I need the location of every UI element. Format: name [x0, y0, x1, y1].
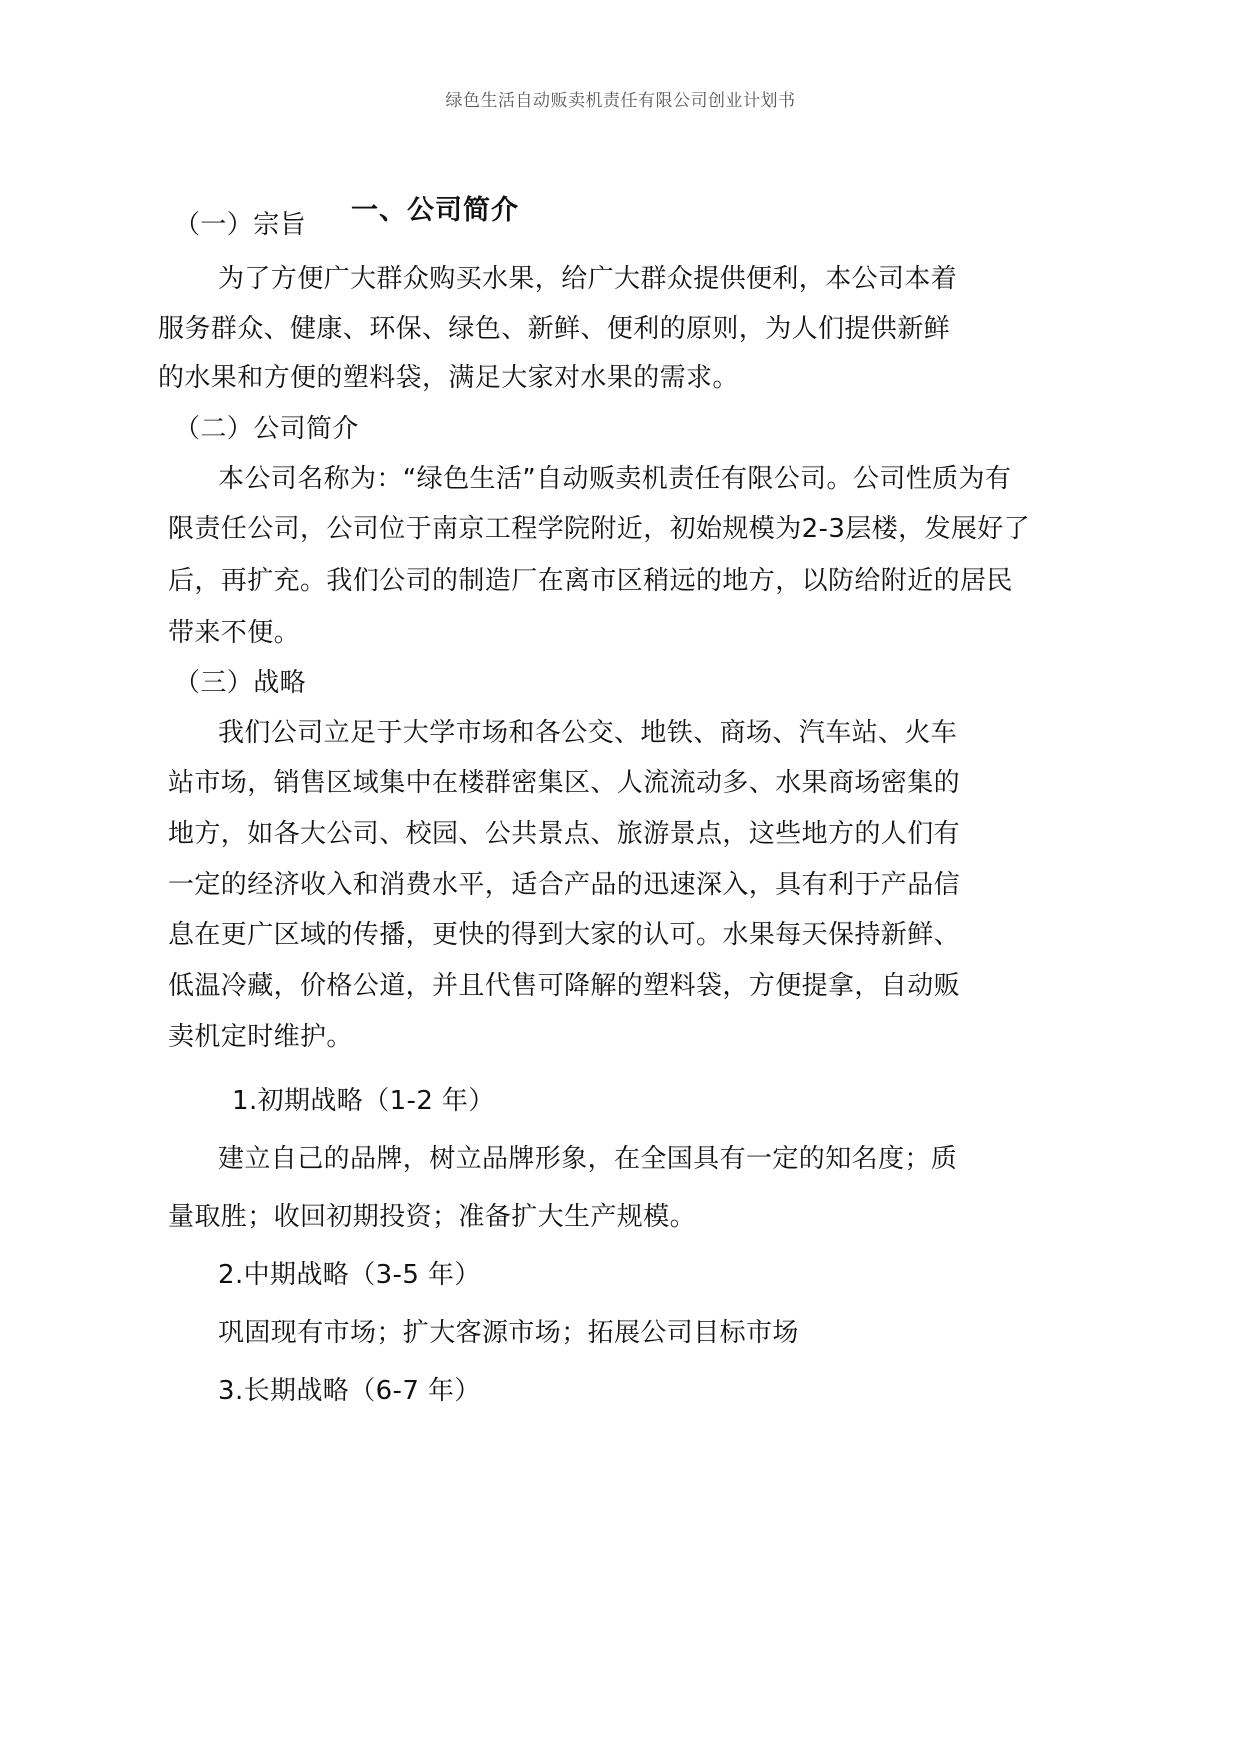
subsection-heading-mid-term: 2.中期战略（3-5 年）: [218, 1260, 481, 1290]
paragraph-line: 一定的经济收入和消费水平，适合产品的迅速深入，具有利于产品信: [168, 870, 961, 900]
section-heading-profile: （二）公司简介: [174, 414, 359, 444]
paragraph-line: 的水果和方便的塑料袋，满足大家对水果的需求。: [158, 363, 739, 393]
paragraph-line: 我们公司立足于大学市场和各公交、地铁、商场、汽车站、火车: [218, 718, 958, 748]
paragraph-line: 后，再扩充。我们公司的制造厂在离市区稍远的地方，以防给附近的居民: [168, 566, 1013, 596]
paragraph-line: 息在更广区域的传播，更快的得到大家的认可。水果每天保持新鲜、: [168, 920, 961, 950]
paragraph-line: 本公司名称为：“绿色生活”自动贩卖机责任有限公司。公司性质为有: [218, 464, 1012, 494]
paragraph-line: 地方，如各大公司、校园、公共景点、旅游景点，这些地方的人们有: [168, 819, 961, 849]
running-header: 绿色生活自动贩卖机责任有限公司创业计划书: [445, 91, 796, 111]
paragraph-line: 带来不便。: [168, 618, 301, 648]
paragraph-line: 限责任公司，公司位于南京工程学院附近，初始规模为2-3层楼，发展好了: [168, 514, 1031, 544]
paragraph-line: 建立自己的品牌，树立品牌形象，在全国具有一定的知名度；质: [218, 1144, 958, 1174]
chapter-title: 一、公司简介: [351, 195, 519, 226]
paragraph-line: 服务群众、健康、环保、绿色、新鲜、便利的原则，为人们提供新鲜: [158, 314, 951, 344]
section-heading-purpose: （一）宗旨: [174, 210, 307, 240]
paragraph-line: 量取胜；收回初期投资；准备扩大生产规模。: [168, 1202, 697, 1232]
subsection-heading-short-term: 1.初期战略（1-2 年）: [232, 1086, 495, 1116]
paragraph-line: 为了方便广大群众购买水果，给广大群众提供便利，本公司本着: [218, 264, 958, 294]
section-heading-strategy: （三）战略: [174, 668, 307, 698]
paragraph-line: 卖机定时维护。: [168, 1022, 353, 1052]
subsection-heading-long-term: 3.长期战略（6-7 年）: [218, 1376, 481, 1406]
paragraph-line: 站市场，销售区域集中在楼群密集区、人流流动多、水果商场密集的: [168, 768, 961, 798]
paragraph-line: 巩固现有市场；扩大客源市场；拓展公司目标市场: [218, 1318, 799, 1348]
paragraph-line: 低温冷藏，价格公道，并且代售可降解的塑料袋，方便提拿，自动贩: [168, 971, 961, 1001]
